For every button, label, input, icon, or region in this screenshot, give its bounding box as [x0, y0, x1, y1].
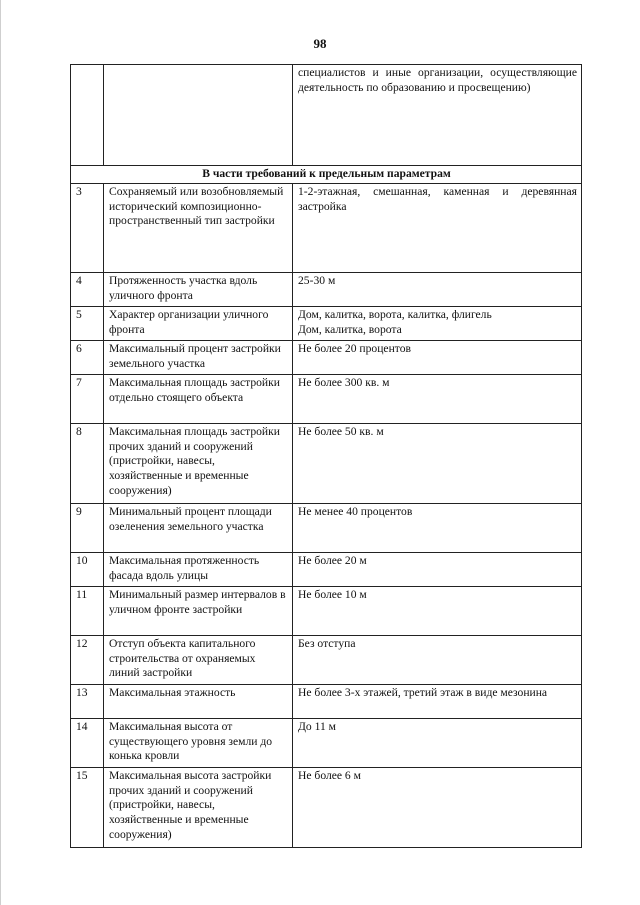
cell-value: Без отступа: [293, 635, 582, 684]
cell-parameter: Максимальная высота застройки прочих зданий и сооружений (пристройки, навесы, хозяйственные и временные сооружения): [104, 767, 293, 847]
cell-number: 10: [71, 552, 104, 586]
cell-value: Не более 20 процентов: [293, 340, 582, 374]
table-row: [71, 718, 582, 767]
cell-number: 4: [71, 272, 104, 306]
table-row: [71, 767, 582, 847]
table-row: [71, 635, 582, 684]
table-row: [71, 340, 582, 374]
cell-parameter: Протяженность участка вдоль уличного фронта: [104, 272, 293, 306]
table-row: [71, 552, 582, 586]
cell-value: 1-2-этажная, смешанная, каменная и деревянная застройка: [293, 183, 582, 272]
cell-parameter: [104, 65, 293, 166]
cell-parameter: Минимальный размер интервалов в уличном фронте застройки: [104, 586, 293, 635]
cell-value: Не более 50 кв. м: [293, 423, 582, 503]
cell-parameter: Максимальная высота от существующего уровня земли до конька кровли: [104, 718, 293, 767]
cell-number: 14: [71, 718, 104, 767]
cell-number: 15: [71, 767, 104, 847]
section-header: В части требований к предельным параметрам: [71, 166, 582, 184]
cell-number: 11: [71, 586, 104, 635]
cell-number: 5: [71, 306, 104, 340]
requirements-table-body: [71, 65, 582, 848]
cell-parameter: Максимальная площадь застройки прочих зданий и сооружений (пристройки, навесы, хозяйственные и временные сооружения): [104, 423, 293, 503]
cell-parameter: Сохраняемый или возобновляемый исторический композиционно-пространственный тип застройки: [104, 183, 293, 272]
cell-number: 8: [71, 423, 104, 503]
page-number: 98: [313, 36, 327, 51]
table-row: [71, 684, 582, 718]
cell-value: До 11 м: [293, 718, 582, 767]
table-row: [71, 272, 582, 306]
cell-parameter: Максимальная площадь застройки отдельно стоящего объекта: [104, 374, 293, 423]
cell-parameter: Минимальный процент площади озеленения земельного участка: [104, 503, 293, 552]
cell-value: Не более 300 кв. м: [293, 374, 582, 423]
cell-value: Не менее 40 процентов: [293, 503, 582, 552]
cell-parameter: Отступ объекта капитального строительства от охраняемых линий застройки: [104, 635, 293, 684]
cell-number: 13: [71, 684, 104, 718]
cell-parameter: Характер организации уличного фронта: [104, 306, 293, 340]
table-row: [71, 374, 582, 423]
cell-value: Не более 3-х этажей, третий этаж в виде мезонина: [293, 684, 582, 718]
table-row: [71, 586, 582, 635]
cell-number: 12: [71, 635, 104, 684]
table-row: [71, 306, 582, 340]
cell-number: 7: [71, 374, 104, 423]
cell-parameter: Максимальный процент застройки земельного участка: [104, 340, 293, 374]
table-row: [71, 183, 582, 272]
table-row-continuation: [71, 65, 582, 166]
requirements-table: [70, 64, 582, 848]
scan-edge-line: [0, 0, 1, 905]
cell-value: 25-30 м: [293, 272, 582, 306]
section-header-row: [71, 166, 582, 184]
cell-number: 6: [71, 340, 104, 374]
cell-value: Не более 10 м: [293, 586, 582, 635]
table-row: [71, 503, 582, 552]
cell-parameter: Максимальная протяженность фасада вдоль улицы: [104, 552, 293, 586]
cell-value: специалистов и иные организации, осуществляющие деятельность по образованию и просвещению): [293, 65, 582, 166]
cell-number: [71, 65, 104, 166]
cell-number: 9: [71, 503, 104, 552]
cell-parameter: Максимальная этажность: [104, 684, 293, 718]
cell-number: 3: [71, 183, 104, 272]
table-row: [71, 423, 582, 503]
cell-value: Не более 6 м: [293, 767, 582, 847]
cell-value: Дом, калитка, ворота, калитка, флигель Дом, калитка, ворота: [293, 306, 582, 340]
cell-value: Не более 20 м: [293, 552, 582, 586]
